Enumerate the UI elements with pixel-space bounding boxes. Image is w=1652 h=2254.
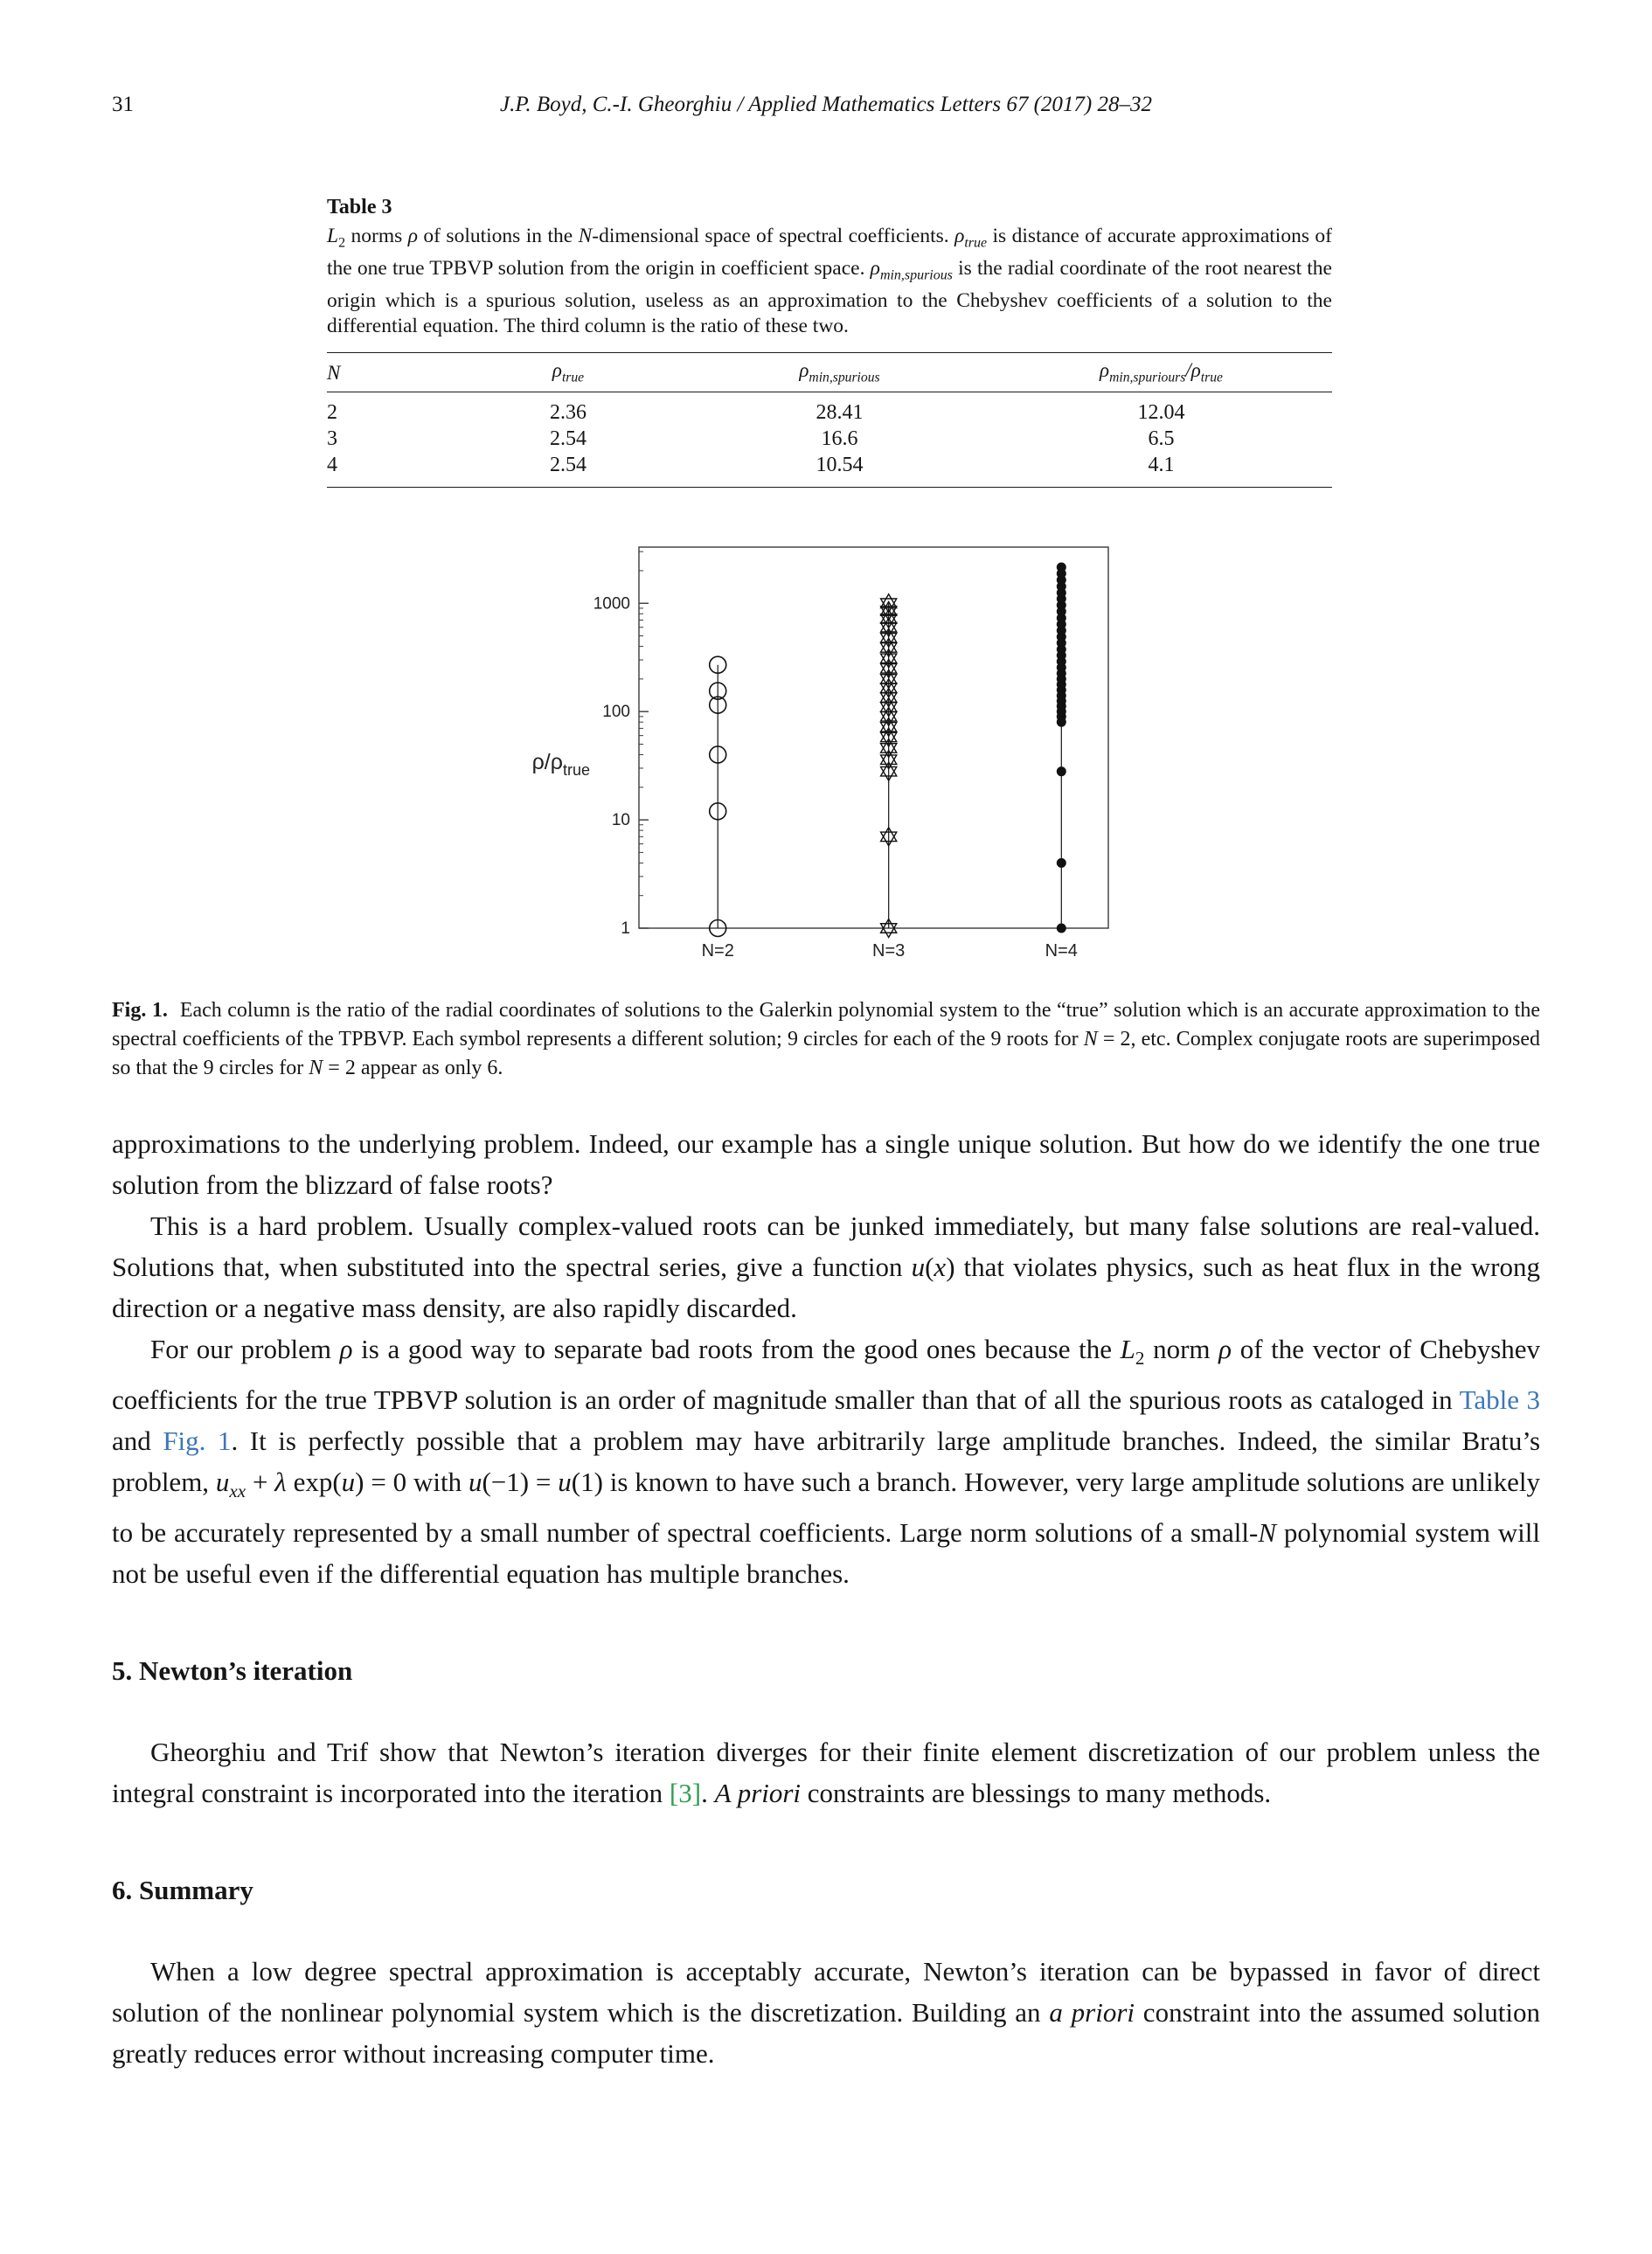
svg-text:1: 1 [621, 919, 630, 938]
svg-text:10: 10 [611, 811, 630, 830]
table-cell: 4 [327, 453, 337, 476]
figure-1-chart [451, 533, 1135, 983]
table-label: Table 3 [327, 196, 392, 218]
table-row [327, 452, 1332, 488]
table-cell: 10.54 [816, 453, 864, 476]
svg-text:N=2: N=2 [701, 940, 734, 961]
column-header-rho-true: $\rho_{true}$ [552, 359, 585, 385]
page-number: 31 [112, 93, 134, 116]
section-heading-newtons-iteration: 5. Newton’s iteration [112, 1655, 353, 1687]
table-header-row [327, 353, 1332, 392]
table-row [327, 426, 1332, 452]
svg-text:N=3: N=3 [872, 940, 906, 961]
table-3-block [327, 196, 1332, 488]
table-3 [327, 352, 1332, 488]
column-header-rho-min-spurious: $\rho_{min,spurious}$ [799, 359, 880, 385]
table-cell: 2.54 [550, 453, 587, 476]
table-caption-text: $L_2$ norms ρ of solutions in the N-dimensional space of spectral coefficients. $\rho_{true}$ is distance of accurate approximations of the one true TPBVP solution from the origin in coefficient space. $\rho_{min,spurious}$ is the radial coordinate of the root nearest the origin which is a spurious solution, useless as an approximation to the Chebyshev coefficients of a solution to the differential equation. The third column is the ratio of these two. [327, 225, 1332, 337]
table-cell: 16.6 [821, 427, 858, 450]
citation-link[interactable]: [3] [669, 1778, 702, 1809]
figure-label: Fig. 1. [112, 998, 168, 1022]
paragraph-continuation: approximations to the underlying problem. Indeed, our example has a single unique solution. But how do we identify the one true solution from the blizzard of false roots? [112, 1127, 1540, 1200]
paragraph-hard-problem: This is a hard problem. Usually complex-valued roots can be junked immediately, but many false solutions are real-valued. Solutions that, when substituted into the spectral series, give a function u(x) that violates physics, such as heat flux in the wrong direction or a negative mass density, are also rapidly discarded. [112, 1210, 1540, 1323]
running-header [112, 93, 1540, 122]
table-cell: 12.04 [1137, 400, 1185, 424]
running-head-text: J.P. Boyd, C.-I. Gheorghiu / Applied Mathematics Letters 67 (2017) 28–32 [500, 93, 1152, 116]
paragraph-rho-separation: For our problem ρ is a good way to separate bad roots from the good ones because the $L_2$ norm ρ of the vector of Chebyshev coefficients for the true TPBVP solution is an order of magnitude smaller than that of all the spurious roots as cataloged in Table 3 and Fig. 1. It is perfectly possible that a problem may have arbitrarily large amplitude branches. Indeed, the similar Bratu’s problem, $u_{xx} + \lambda$ exp(u) = 0 with u(−1) = u(1) is known to have such a branch. However, very large amplitude solutions are unlikely to be accurately represented by a small number of spectral coefficients. Large norm solutions of a small-N polynomial system will not be useful even if the differential equation has multiple branches. [112, 1333, 1541, 1590]
figure-1-plot-area [451, 533, 1135, 988]
table-cell: 28.41 [816, 400, 864, 424]
table-cell: 2.54 [550, 427, 587, 450]
table-caption [327, 196, 1332, 338]
column-header-ratio: $\rho_{min,spuriours}/\rho_{true}$ [1100, 359, 1223, 385]
table-cell: 2 [327, 400, 337, 424]
cross-reference-link[interactable]: Table 3 [1459, 1384, 1540, 1416]
svg-text:1000: 1000 [593, 594, 630, 614]
paragraph-summary: When a low degree spectral approximation is acceptably accurate, Newton’s iteration can be bypassed in favor of direct solution of the nonlinear polynomial system which is the discretization. Building an a priori constraint into the assumed solution greatly reduces error without increasing computer time. [112, 1956, 1540, 2070]
table-cell: 3 [327, 427, 337, 450]
table-cell: 4.1 [1148, 453, 1175, 476]
section-heading-summary: 6. Summary [112, 1875, 253, 1906]
paragraph-newtons-iteration: Gheorghiu and Trif show that Newton’s iteration diverges for their finite element discretization of our problem unless the integral constraint is incorporated into the iteration [3]. A priori constraints are blessings to many methods. [112, 1737, 1540, 1809]
table-cell: 2.36 [550, 400, 587, 424]
figure-caption [112, 996, 1540, 1083]
figure-1 [112, 533, 1540, 1083]
svg-text:N=4: N=4 [1045, 940, 1078, 961]
table-row [327, 392, 1332, 426]
svg-text:ρ/ρtrue: $\rho/\rho_{true}$ [531, 749, 590, 779]
figure-caption-text: Each column is the ratio of the radial coordinates of solutions to the Galerkin polynomial system to the “true” solution which is an accurate approximation to the spectral coefficients of the TPBVP. Each symbol represents a different solution; 9 circles for each of the 9 roots for N = 2, etc. Complex conjugate roots are superimposed so that the 9 circles for N = 2 appear as only 6. [112, 998, 1540, 1079]
cross-reference-link[interactable]: Fig. 1 [163, 1425, 232, 1457]
table-cell: 6.5 [1148, 427, 1175, 450]
column-header-n: N [327, 361, 341, 384]
svg-text:100: 100 [602, 703, 630, 722]
body-text [112, 1123, 1540, 2074]
